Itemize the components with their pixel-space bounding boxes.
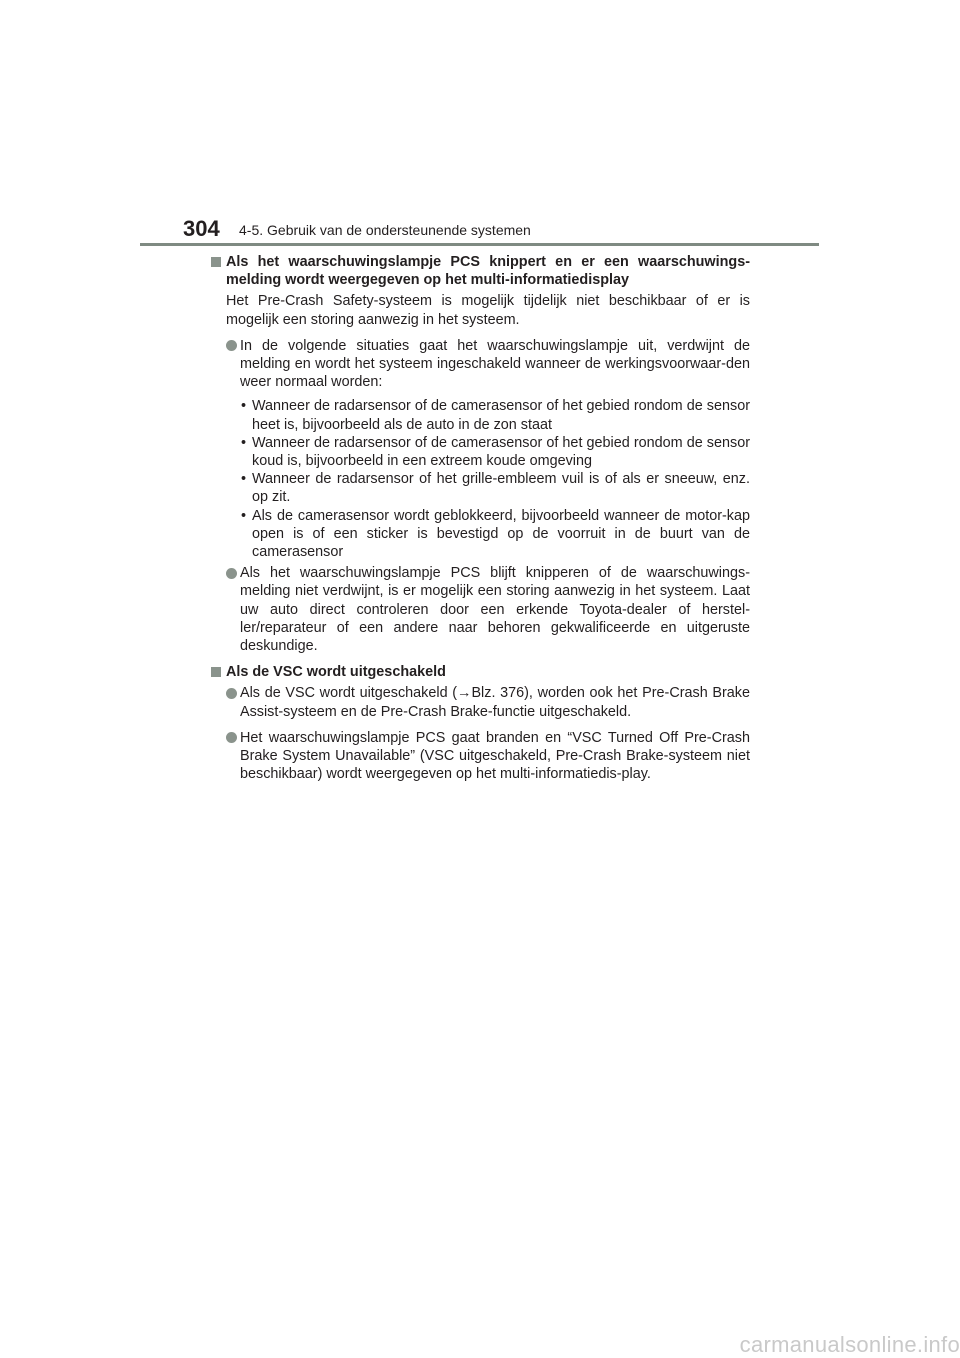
list-item-text: Het waarschuwingslampje PCS gaat branden en “VSC Turned Off Pre-Crash Brake System Unavailable” (VSC uitgeschakeld, Pre-Crash Brake-systeem niet beschikbaar) wordt weergegeven op het multi-informatiedis-play.	[240, 729, 750, 783]
dot-bullet-icon: •	[241, 471, 247, 488]
header-divider	[140, 243, 819, 246]
section-heading-text: Als de VSC wordt uitgeschakeld	[226, 664, 446, 681]
list-item	[210, 337, 750, 392]
section-title: 4-5. Gebruik van de ondersteunende systemen	[239, 222, 531, 238]
square-bullet-icon	[211, 667, 221, 677]
section-heading	[210, 253, 750, 289]
circle-bullet-icon	[226, 340, 237, 351]
list-item-text: Als de VSC wordt uitgeschakeld (→Blz. 376), worden ook het Pre-Crash Brake Assist-systeem en de Pre-Crash Brake-functie uitgeschakeld.	[240, 685, 750, 720]
dot-bullet-icon: •	[241, 507, 247, 524]
list-item-text: Als het waarschuwingslampje PCS blijft knipperen of de waarschuwings-melding niet verdwijnt, is er mogelijk een storing aanwezig in het systeem. Laat uw auto direct controleren door een erkende Toyota-dealer of herstel-ler/reparateur of een andere naar behoren gekwalificeerde en uitgeruste deskundige.	[240, 565, 750, 655]
section-heading	[210, 663, 750, 681]
square-bullet-icon	[211, 257, 221, 267]
sub-list-item	[210, 507, 750, 562]
list-item	[210, 729, 750, 784]
sub-list-item	[210, 397, 750, 433]
list-item	[210, 684, 750, 720]
circle-bullet-icon	[226, 732, 237, 743]
list-item-text: In de volgende situaties gaat het waarschuwingslampje uit, verdwijnt de melding en wordt het systeem ingeschakeld wanneer de werkingsvoorwaar-den weer normaal worden:	[240, 337, 750, 391]
page-content	[210, 253, 750, 791]
section-intro: Het Pre-Crash Safety-systeem is mogelijk tijdelijk niet beschikbaar of er is mogelijk een storing aanwezig in het systeem.	[226, 293, 750, 328]
sub-list-item	[210, 434, 750, 470]
dot-bullet-icon: •	[241, 398, 247, 415]
list-item	[210, 564, 750, 655]
sub-list-item-text: Wanneer de radarsensor of het grille-embleem vuil is of als er sneeuw, enz. op zit.	[252, 471, 750, 506]
sub-list-item	[210, 470, 750, 506]
circle-bullet-icon	[226, 688, 237, 699]
circle-bullet-icon	[226, 568, 237, 579]
section-heading-text: Als het waarschuwingslampje PCS knippert en er een waarschuwings-melding wordt weergegeven op het multi-informatiedisplay	[226, 254, 750, 289]
sub-list-item-text: Wanneer de radarsensor of de camerasensor of het gebied rondom de sensor heet is, bijvoorbeeld als de auto in de zon staat	[252, 398, 750, 433]
page-number: 304	[183, 216, 220, 241]
sub-list-item-text: Als de camerasensor wordt geblokkeerd, bijvoorbeeld wanneer de motor-kap open is of een sticker is bevestigd op de voorruit in de buurt van de camerasensor	[252, 507, 750, 561]
page-header	[183, 216, 823, 246]
watermark: carmanualsonline.info	[739, 1332, 960, 1357]
sub-list-item-text: Wanneer de radarsensor of de camerasensor of het gebied rondom de sensor koud is, bijvoorbeeld in een extreem koude omgeving	[252, 434, 750, 470]
dot-bullet-icon: •	[241, 434, 247, 451]
sub-list	[210, 397, 750, 561]
